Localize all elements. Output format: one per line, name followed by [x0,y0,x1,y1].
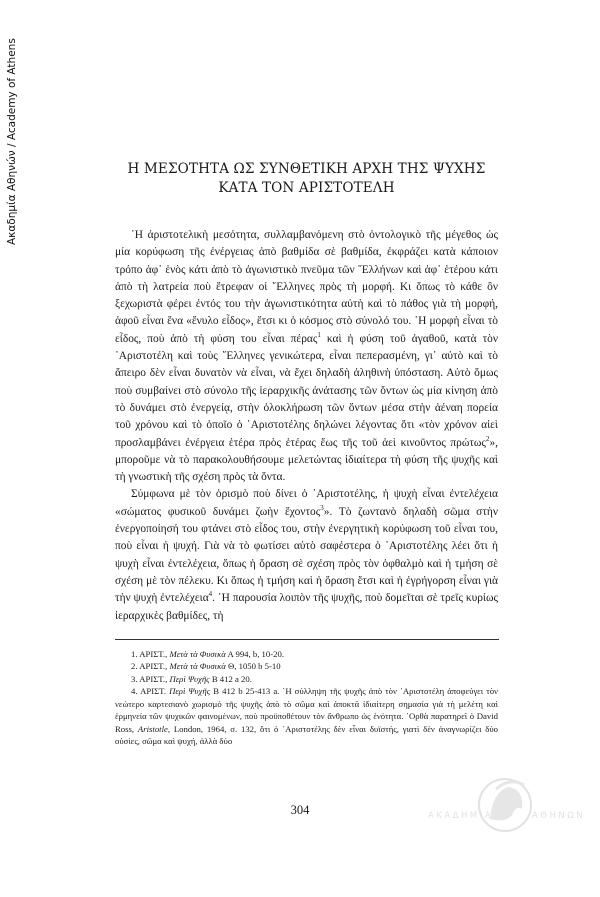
footnote-2-ref: Θ, 1050 b 5-10 [225,661,281,672]
paragraph-2-text-a: Σύμφωνα μὲ τὸν ὁρισμὸ ποὺ δίνει ὁ ᾿Αριστοτέλης, ἡ ψυχὴ εἶναι ἐντελέχεια «σώματος φυσικοῦ δυνάμει ζωὴν ἔχοντος [115,488,498,518]
footnote-1-prefix: 1. ΑΡΙΣΤ., [131,648,170,659]
footnote-2-work: Μετὰ τὰ Φυσικὰ [169,661,226,672]
footnote-4 [115,685,498,748]
chapter-title [115,160,498,198]
archive-side-label-text: Ακαδημία Αθηνών / Academy of Athens [6,38,18,245]
body-text [115,227,498,625]
footnote-ref-2[interactable]: 2 [485,434,490,443]
athena-head-icon [420,775,590,845]
watermark-right-text: ΑΘΗΝΩΝ [532,811,586,821]
paragraph-2-text-c: . ῾Η παρουσία λοιπὸν τῆς ψυχῆς, ποὺ δομεῖται σὲ τρεῖς κυρίως ἱεραρχικὲς βαθμίδες, τὴ [115,592,499,622]
footnote-2 [115,660,498,673]
page-number: 304 [290,803,310,817]
footnote-1-ref: Α 994, b, 10-20. [225,648,284,659]
academy-watermark [420,775,590,845]
page-content [115,160,498,748]
footnote-ref-1[interactable]: 1 [317,330,321,339]
footnote-4-text-b: , London, 1964, σ. 132, ὅτι ὁ ᾿Αριστοτέλης δὲν εἶναι δυϊστής, γιατὶ δὲν ἀναγνωρίζει δύο οὐσίες, σῶμα καὶ ψυχή, ἀλλὰ δύο [115,723,498,747]
chapter-title-line-1: Η ΜΕΣΟΤΗΤΑ ΩΣ ΣΥΝΘΕΤΙΚΗ ΑΡΧΗ ΤΗΣ ΨΥΧΗΣ [127,161,486,177]
paragraph-1-text-a: ῾Η ἀριστοτελικὴ μεσότητα, συλλαμβανόμενη στὸ ὀντολογικὸ τῆς μέγεθος ὡς μία κορύφωση τῆς ἐνέργειας ἀπὸ βαθμίδα σὲ βαθμίδα, ἐκφράζει κατὰ κάποιον τρόπο ἀφ᾽ ἑνὸς κάτι ἀπὸ τὸ ἀγωνιστικὸ πνεῦμα τῶν ῞Ελλήνων καὶ ἀφ᾽ ἑτέρου κάτι ἀπὸ τὴ λατρεία ποὺ ἔτρεφαν οἱ ῞Ελληνες πρὸς τὴ μορφή. Κι ὅπως τὸ κάθε ὂν ξεχωριστὰ φέρει ἐντός του τὴν ἀγωνιστικότητα αὐτὴ καὶ τὸ πάθος γιὰ τὴ μορφή, ἀφοῦ εἶναι ἕνα «ἔνυλο εἶδος», ἔτσι κι ὁ κόσμος στὸ σύνολό του. ῾Η μορφὴ εἶναι τὸ εἶδος, ποὺ ἀπὸ τὴ φύση του εἶναι πέρας [115,229,498,345]
paragraph-2 [115,486,498,624]
footnote-4-prefix: 4. ΑΡΙΣΤ. [131,686,170,697]
footnote-2-prefix: 2. ΑΡΙΣΤ., [131,661,170,672]
footnote-1-work: Μετὰ τὰ Φυσικὰ [169,648,226,659]
watermark-left-text: ΑΚΑΔΗΜΙΑ [428,811,494,821]
footnote-4-work-2: Aristotle [137,723,168,734]
footnote-ref-3[interactable]: 3 [320,503,324,512]
paragraph-1-text-b: καὶ ἡ φύση τοῦ ἀγαθοῦ, κατὰ τὸν ᾿Αριστοτέλη καὶ τοὺς ῞Ελληνες γενικώτερα, εἶναι πεπερασμένη, γι᾽ αὐτὸ καὶ τὸ ἄπειρο δὲν εἶναι δυνατὸν νὰ εἶναι, νὰ ἔχει δηλαδὴ ἀληθινὴ ὑπόσταση. Αὐτὸ ὅμως ποὺ συμβαίνει στὸ σύνολο τῆς ἱεραρχικῆς ἀνάτασης τῶν ὄντων ὡς μία κίνηση ἀπὸ τὸ δυνάμει στὸ ἐνεργείᾳ, στὴν ὁλοκλήρωση τῶν ὄντων μέσα στὴν ἀέναη πορεία τοῦ χρόνου καὶ τὸ ὁποῖο ὁ ᾿Αριστοτέλης δηλώνει λέγοντας ὅτι «τὸν χρόνον αἰεὶ προσλαμβάνει ἐνέργεια ἑτέρα πρὸς ἑτέρας ἕως τῆς τοῦ ἀεὶ κινοῦντος πρώτως [115,332,498,449]
footnote-1 [115,648,498,661]
footnote-3-work: Περὶ Ψυχῆς [169,673,210,684]
footnote-divider [115,639,499,640]
footnote-3 [115,673,498,686]
footnote-3-ref: Β 412 a 20. [209,673,252,684]
paragraph-1 [115,227,498,486]
footnote-ref-4[interactable]: 4 [208,590,213,599]
footnote-4-text-a: Β 412 b 25-413 a. ῾Η σύλληψη τῆς ψυχῆς ἀπὸ τὸν ᾿Αριστοτέλη ἀποφεύγει τὸν νεώτερο καρτεσιανὸ χωρισμὸ τῆς ψυχῆς ἀπὸ τὸ σῶμα καὶ ἀποκτᾶ ἰδιαίτερη σημασία γιὰ τὴ μελέτη καὶ ἑρμηνεία τῶν ψυχικῶν φαινομένων, ποὺ προϋποθέτουν τὸν ἄνθρωπο ὡς ἑνότητα. ᾿Ορθὰ παρατηρεῖ ὁ David Ross, [115,686,498,734]
chapter-title-line-2: ΚΑΤΑ ΤΟΝ ΑΡΙΣΤΟΤΕΛΗ [218,180,395,196]
footnotes [115,648,498,748]
footnote-3-prefix: 3. ΑΡΙΣΤ., [131,673,170,684]
archive-side-label [6,38,20,245]
footnote-4-work: Περὶ Ψυχῆς [169,686,211,697]
paragraph-1-text-c: », μποροῦμε νὰ τὸ παρακολουθήσουμε μελετώντας ἰδιαίτερα τὴ φύση τῆς ψυχῆς καὶ τὴ γνωστικὴ τῆς σχέση πρὸς τὰ ὄντα. [115,436,498,484]
paragraph-2-text-b: ». Τὸ ζωντανὸ δηλαδὴ σῶμα στὴν ἐνεργοποίησή του φτάνει στὸ εἶδος του, στὴν ἐνεργητικὴ κορύφωση τοῦ εἶναι του, ποὺ εἶναι ἡ ψυχή. Γιὰ νὰ τὸ φωτίσει αὐτὸ σαφέστερα ὁ ᾿Αριστοτέλης λέει ὅτι ἡ ψυχὴ εἶναι ἐντελέχεια, ὅπως ἡ ὅραση σὲ σχέση πρὸς τὸν ὀφθαλμὸ καὶ ἡ τμήση σὲ σχέση μὲ τὸν πέλεκυ. Κι ὅπως ἡ τμήση καὶ ἡ ὅραση ἔτσι καὶ ἡ ἐγρήγορση εἶναι γιὰ τὴν ψυχὴ ἐντελέχεια [115,505,499,605]
